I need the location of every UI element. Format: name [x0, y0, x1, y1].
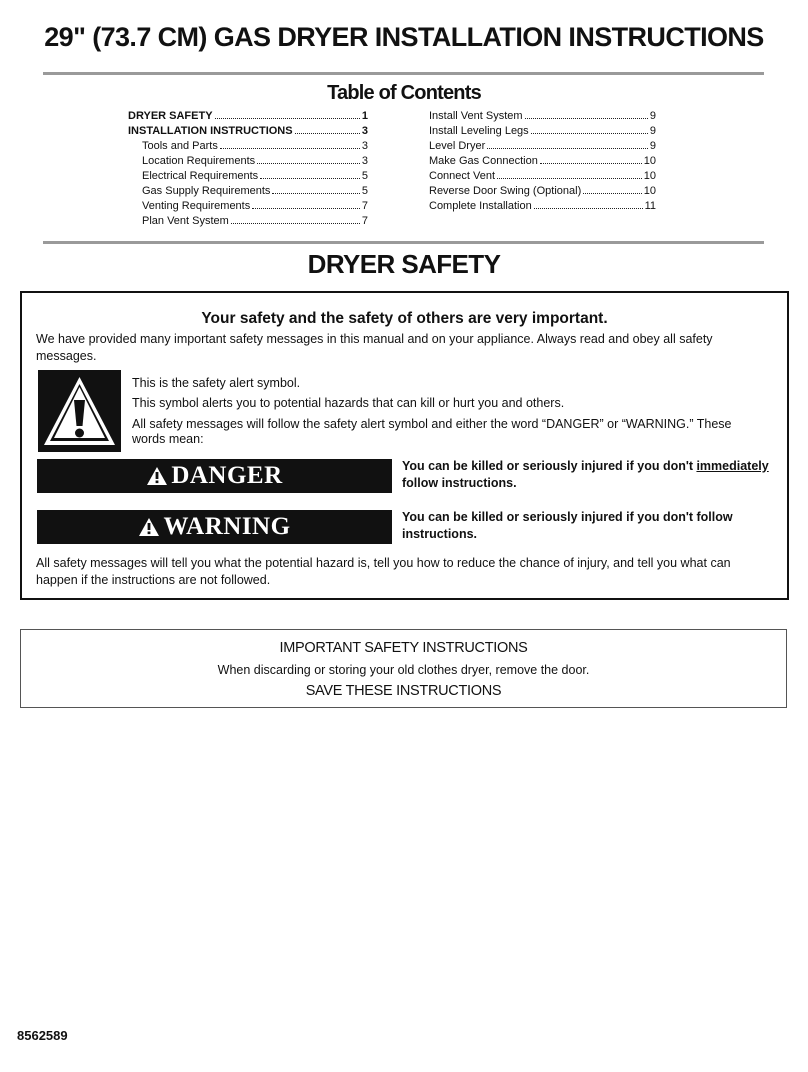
toc-entry-page: 3: [361, 140, 368, 152]
toc-entry: [128, 199, 368, 214]
toc-entry-page: 10: [643, 155, 656, 167]
toc-entry-label: Venting Requirements: [142, 200, 251, 212]
warning-signal-bar: [37, 510, 392, 544]
toc-entry-page: 5: [361, 185, 368, 197]
toc-entry-page: 7: [361, 215, 368, 227]
warning-description: You can be killed or seriously injured if you don't follow instructions.: [402, 510, 733, 541]
toc-entry: [429, 109, 656, 124]
safety-footer: All safety messages will tell you what the potential hazard is, tell you how to reduce the chance of injury, and tell you what can happen if the instructions are not followed.: [36, 556, 731, 587]
toc-leader-dots: [252, 208, 360, 209]
toc-entry: [128, 154, 368, 169]
toc-leader-dots: [272, 193, 359, 194]
toc-entry: [429, 124, 656, 139]
danger-text-emphasis: immediately: [696, 459, 769, 473]
toc-entry-page: 5: [361, 170, 368, 182]
safety-box: [20, 291, 789, 600]
toc-leader-dots: [487, 148, 648, 149]
toc-leader-dots: [525, 118, 648, 119]
toc-leader-dots: [220, 148, 360, 149]
toc-leader-dots: [540, 163, 642, 164]
danger-alert-icon: [146, 466, 168, 486]
toc-entry-label: Make Gas Connection: [429, 155, 538, 167]
toc-entry-label: Install Leveling Legs: [429, 125, 529, 137]
toc-entry-label: Electrical Requirements: [142, 170, 259, 182]
toc-entry-label: Reverse Door Swing (Optional): [429, 185, 582, 197]
toc-entry-page: 11: [644, 200, 656, 212]
toc-entry: [429, 199, 656, 214]
toc-entry-label: Connect Vent: [429, 170, 496, 182]
safety-heading: Your safety and the safety of others are very important.: [201, 310, 608, 327]
signal-words-explanation: All safety messages will follow the safety alert symbol and either the word “DANGER” or “WARNING.” These words mean:: [132, 417, 732, 446]
toc-entry-label: Tools and Parts: [142, 140, 218, 152]
toc-leader-dots: [531, 133, 648, 134]
danger-signal-bar: [37, 459, 392, 493]
toc-entry-page: 1: [361, 110, 368, 122]
safety-alert-icon: [38, 370, 121, 452]
toc-leader-dots: [583, 193, 642, 194]
toc-entry-page: 7: [361, 200, 368, 212]
alert-symbol-meaning: This symbol alerts you to potential hazards that can kill or hurt you and others.: [132, 396, 565, 410]
toc-entry: [128, 109, 368, 124]
toc-left-column: [128, 109, 368, 229]
top-divider: [43, 72, 764, 75]
important-instructions-box: [20, 629, 787, 708]
warning-alert-icon: [138, 517, 160, 537]
toc-entry-page: 3: [361, 125, 368, 137]
toc-entry-page: 10: [643, 170, 656, 182]
toc-entry-page: 9: [649, 125, 656, 137]
danger-text-start: You can be killed or seriously injured if you don't: [402, 459, 697, 473]
toc-entry-page: 9: [649, 110, 656, 122]
toc-entry-label: Level Dryer: [429, 140, 486, 152]
important-heading: IMPORTANT SAFETY INSTRUCTIONS: [279, 640, 528, 656]
toc-entry: [128, 184, 368, 199]
toc-leader-dots: [497, 178, 642, 179]
toc-entry-page: 10: [643, 185, 656, 197]
toc-entry: [128, 124, 368, 139]
toc-entry-label: Gas Supply Requirements: [142, 185, 271, 197]
toc-entry: [128, 214, 368, 229]
toc-title: Table of Contents: [327, 82, 481, 104]
part-number: 8562589: [17, 1028, 68, 1043]
toc-entry-label: Plan Vent System: [142, 215, 229, 227]
save-instructions: SAVE THESE INSTRUCTIONS: [305, 683, 502, 699]
toc-entry: [429, 139, 656, 154]
danger-word: DANGER: [171, 462, 283, 489]
toc-entry-label: INSTALLATION INSTRUCTIONS: [128, 125, 293, 137]
toc-entry: [128, 169, 368, 184]
toc-leader-dots: [257, 163, 360, 164]
warning-word: WARNING: [163, 513, 291, 540]
toc-leader-dots: [534, 208, 643, 209]
toc-entry: [429, 154, 656, 169]
toc-entry-label: Complete Installation: [429, 200, 532, 212]
toc-leader-dots: [231, 223, 360, 224]
alert-symbol-description: This is the safety alert symbol.: [132, 376, 301, 390]
toc-leader-dots: [295, 133, 360, 134]
toc-entry: [429, 184, 656, 199]
toc-leader-dots: [260, 178, 360, 179]
toc-entry-label: Install Vent System: [429, 110, 523, 122]
toc-entry-page: 9: [649, 140, 656, 152]
danger-description: [402, 458, 782, 492]
section-title: DRYER SAFETY: [307, 249, 501, 279]
document-title: 29" (73.7 CM) GAS DRYER INSTALLATION INSTRUCTIONS: [44, 22, 764, 52]
toc-leader-dots: [215, 118, 360, 119]
toc-entry-label: Location Requirements: [142, 155, 256, 167]
toc-right-column: [429, 109, 656, 214]
toc-entry: [128, 139, 368, 154]
toc-entry-label: DRYER SAFETY: [128, 110, 213, 122]
important-body: When discarding or storing your old clothes dryer, remove the door.: [217, 663, 590, 677]
danger-text-end: follow instructions.: [402, 476, 517, 490]
toc-divider: [43, 241, 764, 244]
toc-entry: [429, 169, 656, 184]
toc-entry-page: 3: [361, 155, 368, 167]
safety-intro: We have provided many important safety messages in this manual and on your appliance. Always read and obey all safety messages.: [36, 332, 713, 363]
